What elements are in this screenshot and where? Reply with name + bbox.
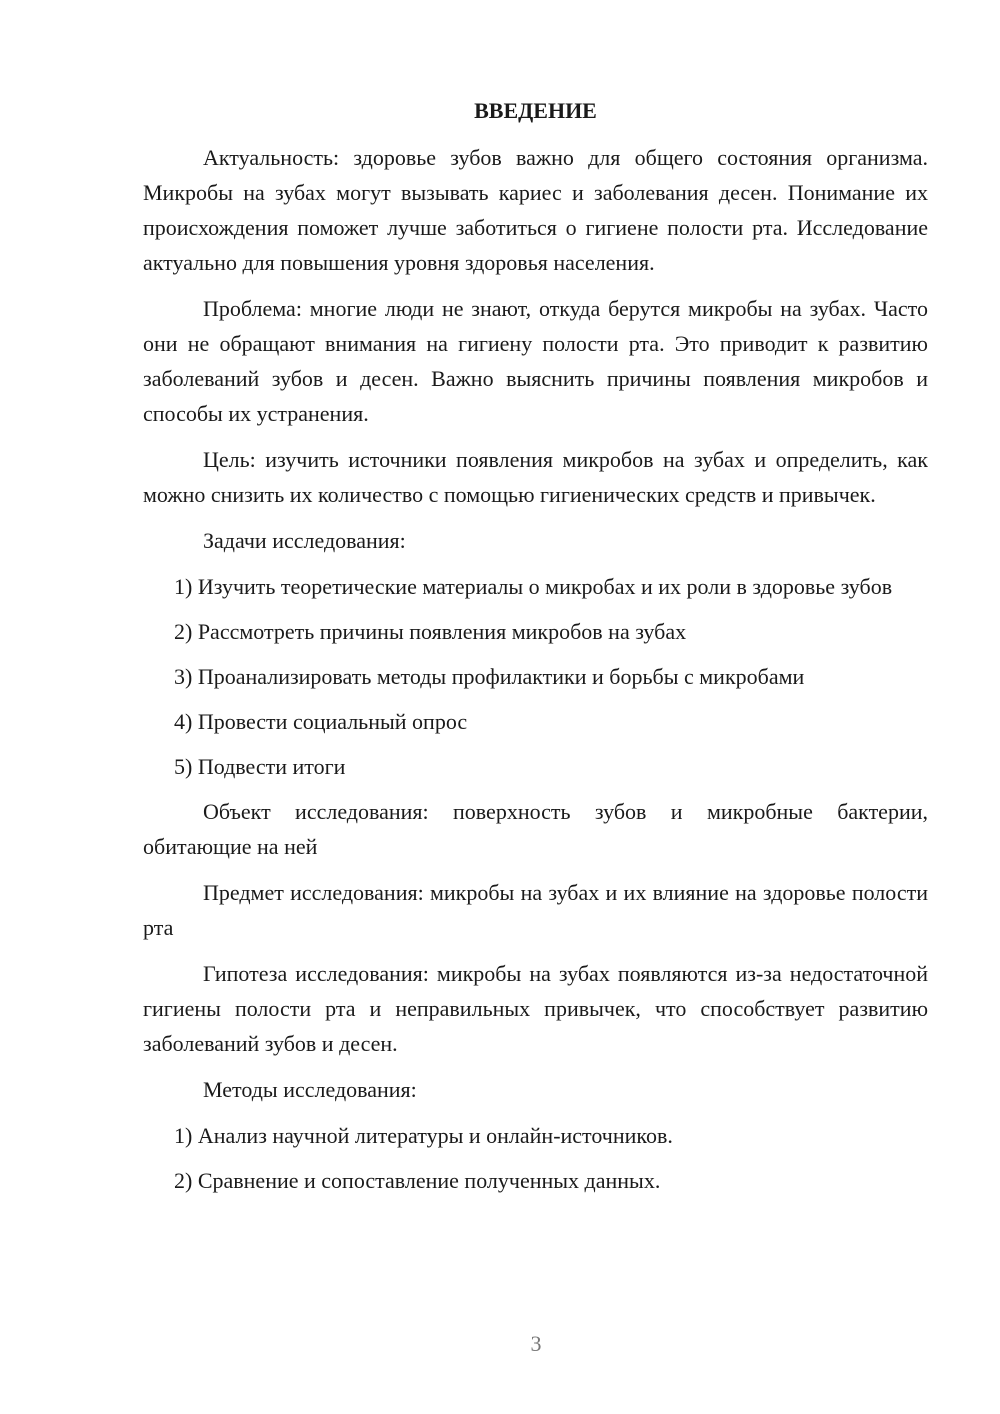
object-paragraph: Объект исследования: поверхность зубов и микробные бактерии, обитающие на ней — [143, 799, 928, 859]
task-item: 3) Проанализировать методы профилактики и борьбы с микробами — [174, 664, 805, 689]
subject-paragraph: Предмет исследования: микробы на зубах и их влияние на здоровье полости рта — [143, 880, 928, 940]
task-item: 2) Рассмотреть причины появления микробов на зубах — [174, 619, 687, 644]
page-number: 3 — [530, 1331, 542, 1356]
problem-paragraph: Проблема: многие люди не знают, откуда берутся микробы на зубах. Часто они не обращают внимания на гигиену полости рта. Это приводит к развитию заболеваний зубов и десен. Важно выяснить причины появления микробов и способы их устранения. — [143, 296, 928, 426]
methods-heading: Методы исследования: — [203, 1077, 417, 1102]
tasks-heading: Задачи исследования: — [203, 528, 406, 553]
document-body — [143, 96, 928, 1208]
hypothesis-paragraph: Гипотеза исследования: микробы на зубах появляются из-за недостаточной гигиены полости рта и неправильных привычек, что способствует развитию заболеваний зубов и десен. — [143, 961, 928, 1056]
task-item: 1) Изучить теоретические материалы о микробах и их роли в здоровье зубов — [174, 574, 893, 599]
goal-paragraph: Цель: изучить источники появления микробов на зубах и определить, как можно снизить их количество с помощью гигиенических средств и привычек. — [143, 447, 928, 507]
page-title: ВВЕДЕНИЕ — [474, 98, 597, 123]
relevance-paragraph: Актуальность: здоровье зубов важно для общего состояния организма. Микробы на зубах могут вызывать кариес и заболевания десен. Понимание их происхождения поможет лучше заботиться о гигиене полости рта. Исследование актуально для повышения уровня здоровья населения. — [143, 145, 928, 275]
task-item: 5) Подвести итоги — [174, 754, 346, 779]
method-item: 1) Анализ научной литературы и онлайн-источников. — [174, 1123, 673, 1148]
method-item: 2) Сравнение и сопоставление полученных данных. — [174, 1168, 661, 1193]
task-item: 4) Провести социальный опрос — [174, 709, 468, 734]
